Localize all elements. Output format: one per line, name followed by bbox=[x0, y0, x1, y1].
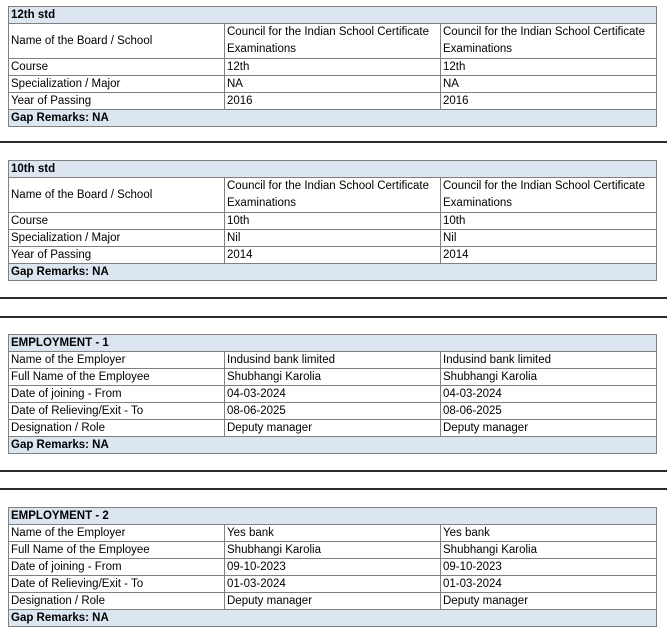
table-row bbox=[9, 403, 657, 420]
field-value: Yes bank bbox=[225, 525, 441, 542]
section-divider bbox=[0, 316, 667, 318]
field-value-verified: Deputy manager bbox=[441, 420, 657, 437]
field-value-verified: 08-06-2025 bbox=[441, 403, 657, 420]
table-row bbox=[9, 178, 657, 213]
field-value: 01-03-2024 bbox=[225, 576, 441, 593]
gap-remarks: Gap Remarks: NA bbox=[9, 110, 657, 127]
section-employment-1 bbox=[8, 334, 657, 454]
field-label: Full Name of the Employee bbox=[9, 542, 225, 559]
field-value: 2014 bbox=[225, 247, 441, 264]
field-label: Name of the Board / School bbox=[9, 24, 225, 59]
field-value-verified: Yes bank bbox=[441, 525, 657, 542]
field-label: Specialization / Major bbox=[9, 230, 225, 247]
employment-table-1 bbox=[8, 334, 657, 454]
section-12th-std bbox=[8, 6, 657, 127]
table-row bbox=[9, 369, 657, 386]
field-value-verified: Nil bbox=[441, 230, 657, 247]
table-row bbox=[9, 93, 657, 110]
field-value: NA bbox=[225, 76, 441, 93]
field-value: 2016 bbox=[225, 93, 441, 110]
section-divider bbox=[0, 297, 667, 299]
table-row bbox=[9, 213, 657, 230]
field-value-verified: Shubhangi Karolia bbox=[441, 542, 657, 559]
field-value-verified: Shubhangi Karolia bbox=[441, 369, 657, 386]
section-title: EMPLOYMENT - 1 bbox=[9, 335, 657, 352]
education-table-12th bbox=[8, 6, 657, 127]
section-title: 12th std bbox=[9, 7, 657, 24]
education-table-10th bbox=[8, 160, 657, 281]
field-value: Shubhangi Karolia bbox=[225, 542, 441, 559]
field-label: Date of Relieving/Exit - To bbox=[9, 403, 225, 420]
field-label: Date of Relieving/Exit - To bbox=[9, 576, 225, 593]
field-value-verified: 09-10-2023 bbox=[441, 559, 657, 576]
table-row bbox=[9, 559, 657, 576]
gap-remarks: Gap Remarks: NA bbox=[9, 610, 657, 627]
section-title: EMPLOYMENT - 2 bbox=[9, 508, 657, 525]
field-value: 08-06-2025 bbox=[225, 403, 441, 420]
field-value-verified: 2014 bbox=[441, 247, 657, 264]
field-value: Council for the Indian School Certificate Examinations bbox=[225, 24, 441, 59]
table-row bbox=[9, 525, 657, 542]
table-row bbox=[9, 542, 657, 559]
field-label: Designation / Role bbox=[9, 420, 225, 437]
table-row bbox=[9, 230, 657, 247]
field-value-verified: 10th bbox=[441, 213, 657, 230]
field-value-verified: NA bbox=[441, 76, 657, 93]
field-value: 10th bbox=[225, 213, 441, 230]
gap-remarks: Gap Remarks: NA bbox=[9, 437, 657, 454]
field-label: Designation / Role bbox=[9, 593, 225, 610]
field-label: Specialization / Major bbox=[9, 76, 225, 93]
section-title: 10th std bbox=[9, 161, 657, 178]
section-10th-std bbox=[8, 160, 657, 281]
field-label: Date of joining - From bbox=[9, 386, 225, 403]
field-value-verified: 01-03-2024 bbox=[441, 576, 657, 593]
field-value: Council for the Indian School Certificate Examinations bbox=[225, 178, 441, 213]
field-value-verified: 2016 bbox=[441, 93, 657, 110]
table-row bbox=[9, 76, 657, 93]
field-label: Year of Passing bbox=[9, 247, 225, 264]
section-divider bbox=[0, 488, 667, 490]
field-value: 04-03-2024 bbox=[225, 386, 441, 403]
table-row bbox=[9, 386, 657, 403]
section-divider bbox=[0, 470, 667, 472]
field-value-verified: 04-03-2024 bbox=[441, 386, 657, 403]
field-value: Nil bbox=[225, 230, 441, 247]
field-value: 12th bbox=[225, 59, 441, 76]
section-divider bbox=[0, 141, 667, 143]
table-row bbox=[9, 576, 657, 593]
table-row bbox=[9, 24, 657, 59]
field-label: Year of Passing bbox=[9, 93, 225, 110]
field-value-verified: Council for the Indian School Certificate Examinations bbox=[441, 24, 657, 59]
field-label: Full Name of the Employee bbox=[9, 369, 225, 386]
table-row bbox=[9, 247, 657, 264]
field-label: Name of the Employer bbox=[9, 525, 225, 542]
field-label: Name of the Employer bbox=[9, 352, 225, 369]
table-row bbox=[9, 59, 657, 76]
field-label: Course bbox=[9, 213, 225, 230]
field-label: Date of joining - From bbox=[9, 559, 225, 576]
field-value: 09-10-2023 bbox=[225, 559, 441, 576]
gap-remarks: Gap Remarks: NA bbox=[9, 264, 657, 281]
field-value-verified: 12th bbox=[441, 59, 657, 76]
field-value-verified: Indusind bank limited bbox=[441, 352, 657, 369]
field-value-verified: Council for the Indian School Certificate Examinations bbox=[441, 178, 657, 213]
table-row bbox=[9, 420, 657, 437]
field-value: Indusind bank limited bbox=[225, 352, 441, 369]
field-value: Shubhangi Karolia bbox=[225, 369, 441, 386]
field-label: Course bbox=[9, 59, 225, 76]
table-row bbox=[9, 352, 657, 369]
field-label: Name of the Board / School bbox=[9, 178, 225, 213]
employment-table-2 bbox=[8, 507, 657, 627]
field-value: Deputy manager bbox=[225, 593, 441, 610]
section-employment-2 bbox=[8, 507, 657, 627]
table-row bbox=[9, 593, 657, 610]
field-value: Deputy manager bbox=[225, 420, 441, 437]
field-value-verified: Deputy manager bbox=[441, 593, 657, 610]
